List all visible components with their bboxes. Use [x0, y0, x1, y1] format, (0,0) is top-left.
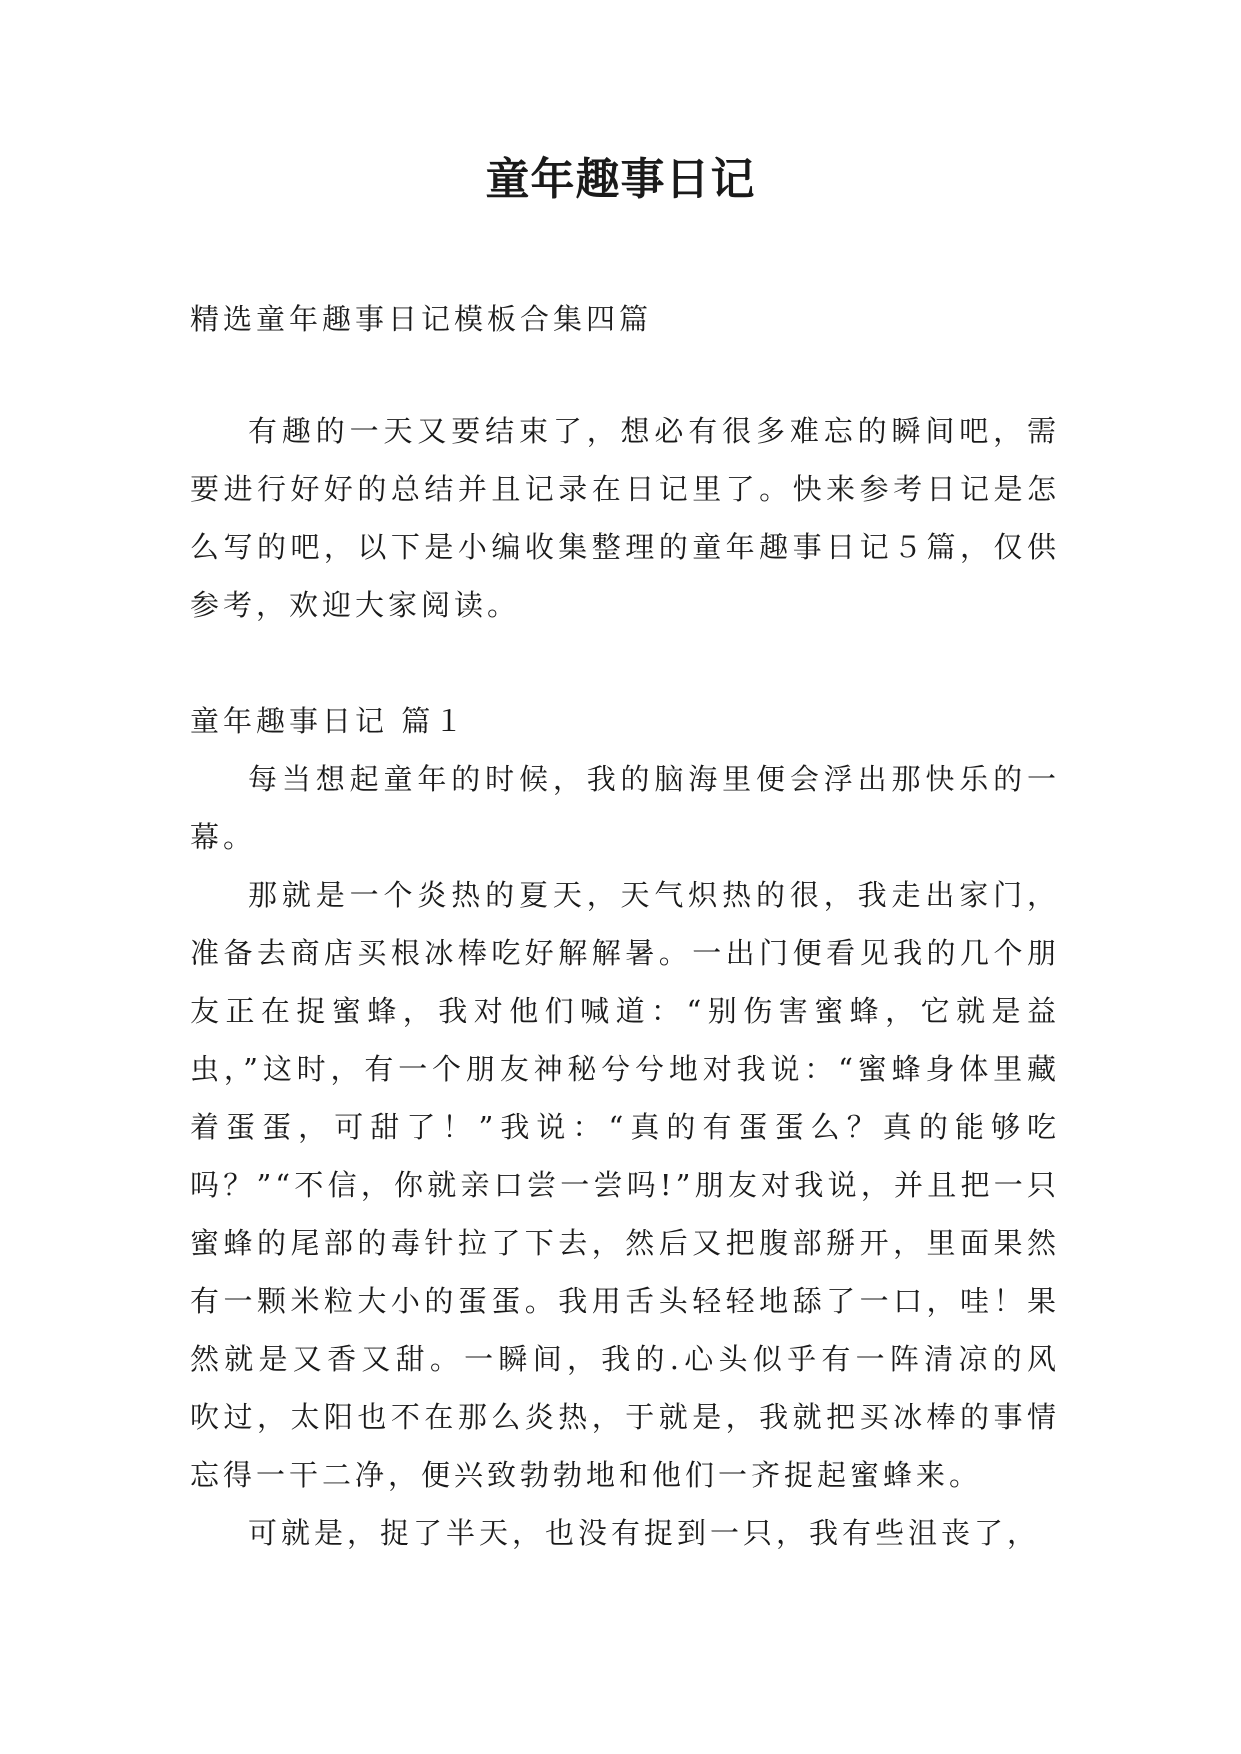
intro-paragraph: 有趣的一天又要结束了，想必有很多难忘的瞬间吧，需要进行好好的总结并且记录在日记里了。快来参考日记是怎么写的吧，以下是小编收集整理的童年趣事日记５篇，仅供参考，欢迎大家阅读。 — [190, 414, 1060, 622]
story-body — [190, 750, 1060, 1562]
story-paragraph-1: 每当想起童年的时候，我的脑海里便会浮出那快乐的一幕。 — [190, 762, 1060, 854]
document-title: 童年趣事日记 — [485, 154, 756, 205]
story-paragraph-2: 那就是一个炎热的夏天，天气炽热的很，我走出家门，准备去商店买根冰棒吃好解解暑。一出门便看见我的几个朋友正在捉蜜蜂，我对他们喊道：“别伤害蜜蜂，它就是益虫，”这时，有一个朋友神秘兮兮地对我说：“蜜蜂身体里藏着蛋蛋，可甜了！”我说：“真的有蛋蛋么？真的能够吃吗？”“不信，你就亲口尝一尝吗!”朋友对我说，并且把一只蜜蜂的尾部的毒针拉了下去，然后又把腹部掰开，里面果然有一颗米粒大小的蛋蛋。我用舌头轻轻地舔了一口，哇！果然就是又香又甜。一瞬间，我的.心头似乎有一阵清凉的风吹过，太阳也不在那么炎热，于就是，我就把买冰棒的事情忘得一干二净，便兴致勃勃地和他们一齐捉起蜜蜂来。 — [190, 878, 1060, 1492]
section-heading: 童年趣事日记 篇１ — [190, 704, 468, 738]
story-paragraph-3: 可就是，捉了半天，也没有捉到一只，我有些沮丧了， — [248, 1516, 1041, 1550]
document-subtitle: 精选童年趣事日记模板合集四篇 — [190, 302, 653, 336]
